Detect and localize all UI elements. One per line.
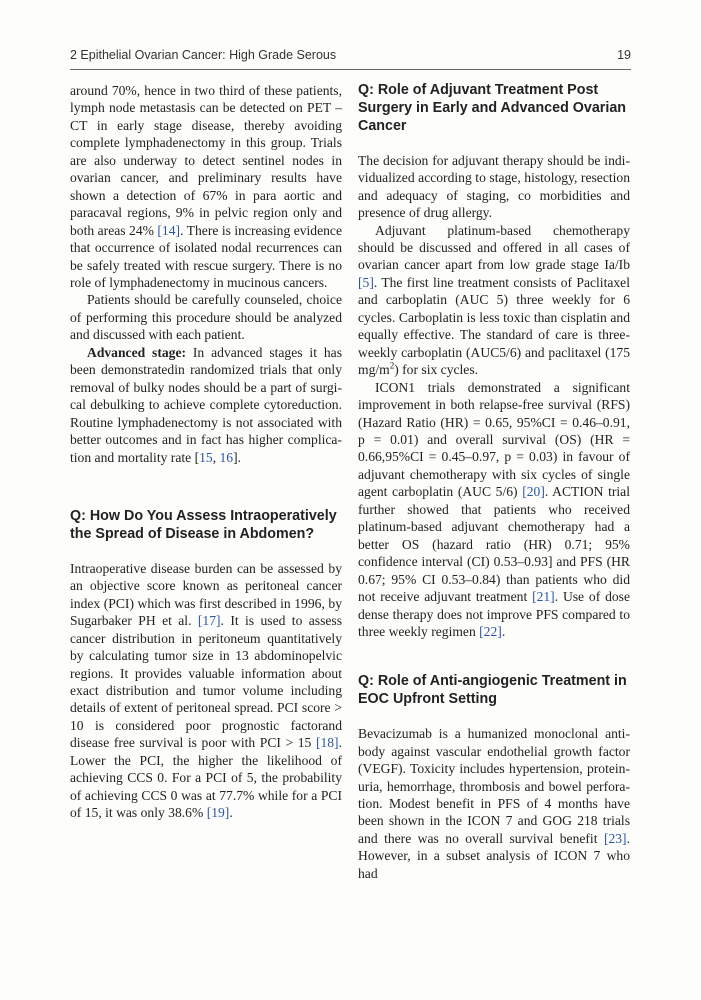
citation-link[interactable]: [5] (358, 274, 374, 290)
section-heading-anti-angiogenic: Q: Role of Anti-angiogenic Treatment in EOC Upfront Setting (358, 673, 627, 708)
citation-link[interactable]: [23] (603, 830, 627, 846)
citation-link[interactable]: 16 (219, 449, 234, 465)
section-heading-adjuvant: Q: Role of Adjuvant Treatment Post Surgery in Early and Advanced Ovarian Cancer (358, 82, 627, 134)
paragraph-icon1: ICON1 trials demonstrated a significant improvement in both relapse-free survival (RFS) (Hazard Ratio (HR) = 0.65, 95%CI = 0.46–0.91, p = 0.01) and overall survival (OS) (HR = 0.66,95%CI = 0.45–0.97, p = 0.03) in favour of adjuvant chemotherapy with six cycles of single agent carboplatin (AUC 5/6) [20]. ACTION trial further showed that patients who received platinum-based adjuvant chemotherapy had a better OS (hazard ratio (HR) 0.71; 95% confidence interval (CI) 0.53–0.93] and PFS (HR 0.67; 95% CI 0.53–0.84) than patients who did not receive adjuvant treatment [21]. Use of dose dense therapy does not improve PFS compared to three weekly regimen [22]. (358, 379, 630, 639)
paragraph-advanced-stage: Advanced stage: In advanced stages it has been demonstratedin randomized trials that only removal of bulky nodes should be a part of surgical debulking to achieve complete cytoreduction. Routine lymphadenectomy is not associated with better outcomes and in fact has higher complication and mortality rate [15, 16]. (70, 344, 342, 465)
superscript: 2 (389, 360, 395, 371)
paragraph-bevacizumab: Bevacizumab is a humanized monoclonal antibody against vascular endothelial growth factor (VEGF). Toxicity includes hypertension, proteinuria, hemorrhage, thrombosis and bowel perforation. Modest benefit in PFS of 4 months have been shown in the ICON 7 and GOG 218 trials and there was no overall survival benefit [23]. However, in a subset analysis of ICON 7 who had (358, 726, 630, 881)
paragraph-platinum: Adjuvant platinum-based chemotherapy should be discussed and offered in all cases of ovarian cancer apart from low grade stage Ia/Ib [5]. The first line treatment consists of Paclitaxel and carboplatin (AUC 5) three weekly for 6 cycles. Carboplatin is less toxic than cisplatin and equally effective. The standard of care is three-weekly carboplatin (AUC5/6) and paclitaxel (175 $mg/m^2$) for six cycles. (358, 222, 630, 378)
citation-link[interactable]: [18] (315, 735, 339, 751)
citation-link[interactable]: [22] (479, 623, 502, 639)
citation-link[interactable]: [17] (197, 613, 221, 629)
paragraph-adjuvant-decision: The decision for adjuvant therapy should be individualized according to stage, histology, resection and adequacy of staging, co morbidities and presence of drug allergy. (358, 152, 630, 221)
right-column (358, 82, 630, 882)
header-rule (70, 69, 631, 70)
citation-link[interactable]: [14] (157, 222, 181, 238)
page-number: 19 (617, 48, 631, 62)
left-column (70, 82, 342, 822)
paragraph-pci: Intraoperative disease burden can be assessed by an objective score known as peritoneal cancer index (PCI) which was first described in 1996, by Sugarbaker PH et al. [17]. It is used to assess cancer distribution in peritoneum quantitatively by calculating tumor size in 13 abdominopelvic regions. It provides valuable information about exact distribution and tumor volume including details of extent of peritoneal spread. PCI score > 10 is considered poor prognostic factorand disease free survival is poor with PCI > 15 [18]. Lower the PCI, the higher the likelihood of achieving CCS 0. For a PCI of 5, the probability of achieving CCS 0 was at 77.7% while for a PCI of 15, it was only 38.6% [19]. (70, 560, 342, 821)
citation-link[interactable]: [20] (522, 484, 545, 500)
citation-link[interactable]: [19] (206, 805, 230, 821)
chapter-title: 2 Epithelial Ovarian Cancer: High Grade Serous (70, 48, 337, 62)
citation-link[interactable]: [21] (532, 589, 555, 605)
paragraph-counseling: Patients should be carefully counseled, choice of performing this procedure should be analyzed and discussed with each patient. (70, 292, 342, 343)
paragraph-lymph-nodes: around 70%, hence in two third of these patients, lymph node metastasis can be detected on PET –CT in early stage disease, thereby avoiding complete lymphadenectomy in this group. Trials are also underway to detect sentinel nodes in ovarian cancer, and preliminary results have shown a detection of 67% in para aortic and paracaval regions, 9% in pelvic region only and both areas 24% [14]. There is increasing evidence that occurrence of isolated nodal recurrences can be safely treated with rescue surgery. There is no role of lymphadenectomy in mucinous cancers. (70, 83, 343, 290)
section-heading-intraoperative: Q: How Do You Assess Intraoperatively the Spread of Disease in Abdomen? (70, 507, 337, 542)
citation-link[interactable]: 15 (199, 449, 213, 465)
